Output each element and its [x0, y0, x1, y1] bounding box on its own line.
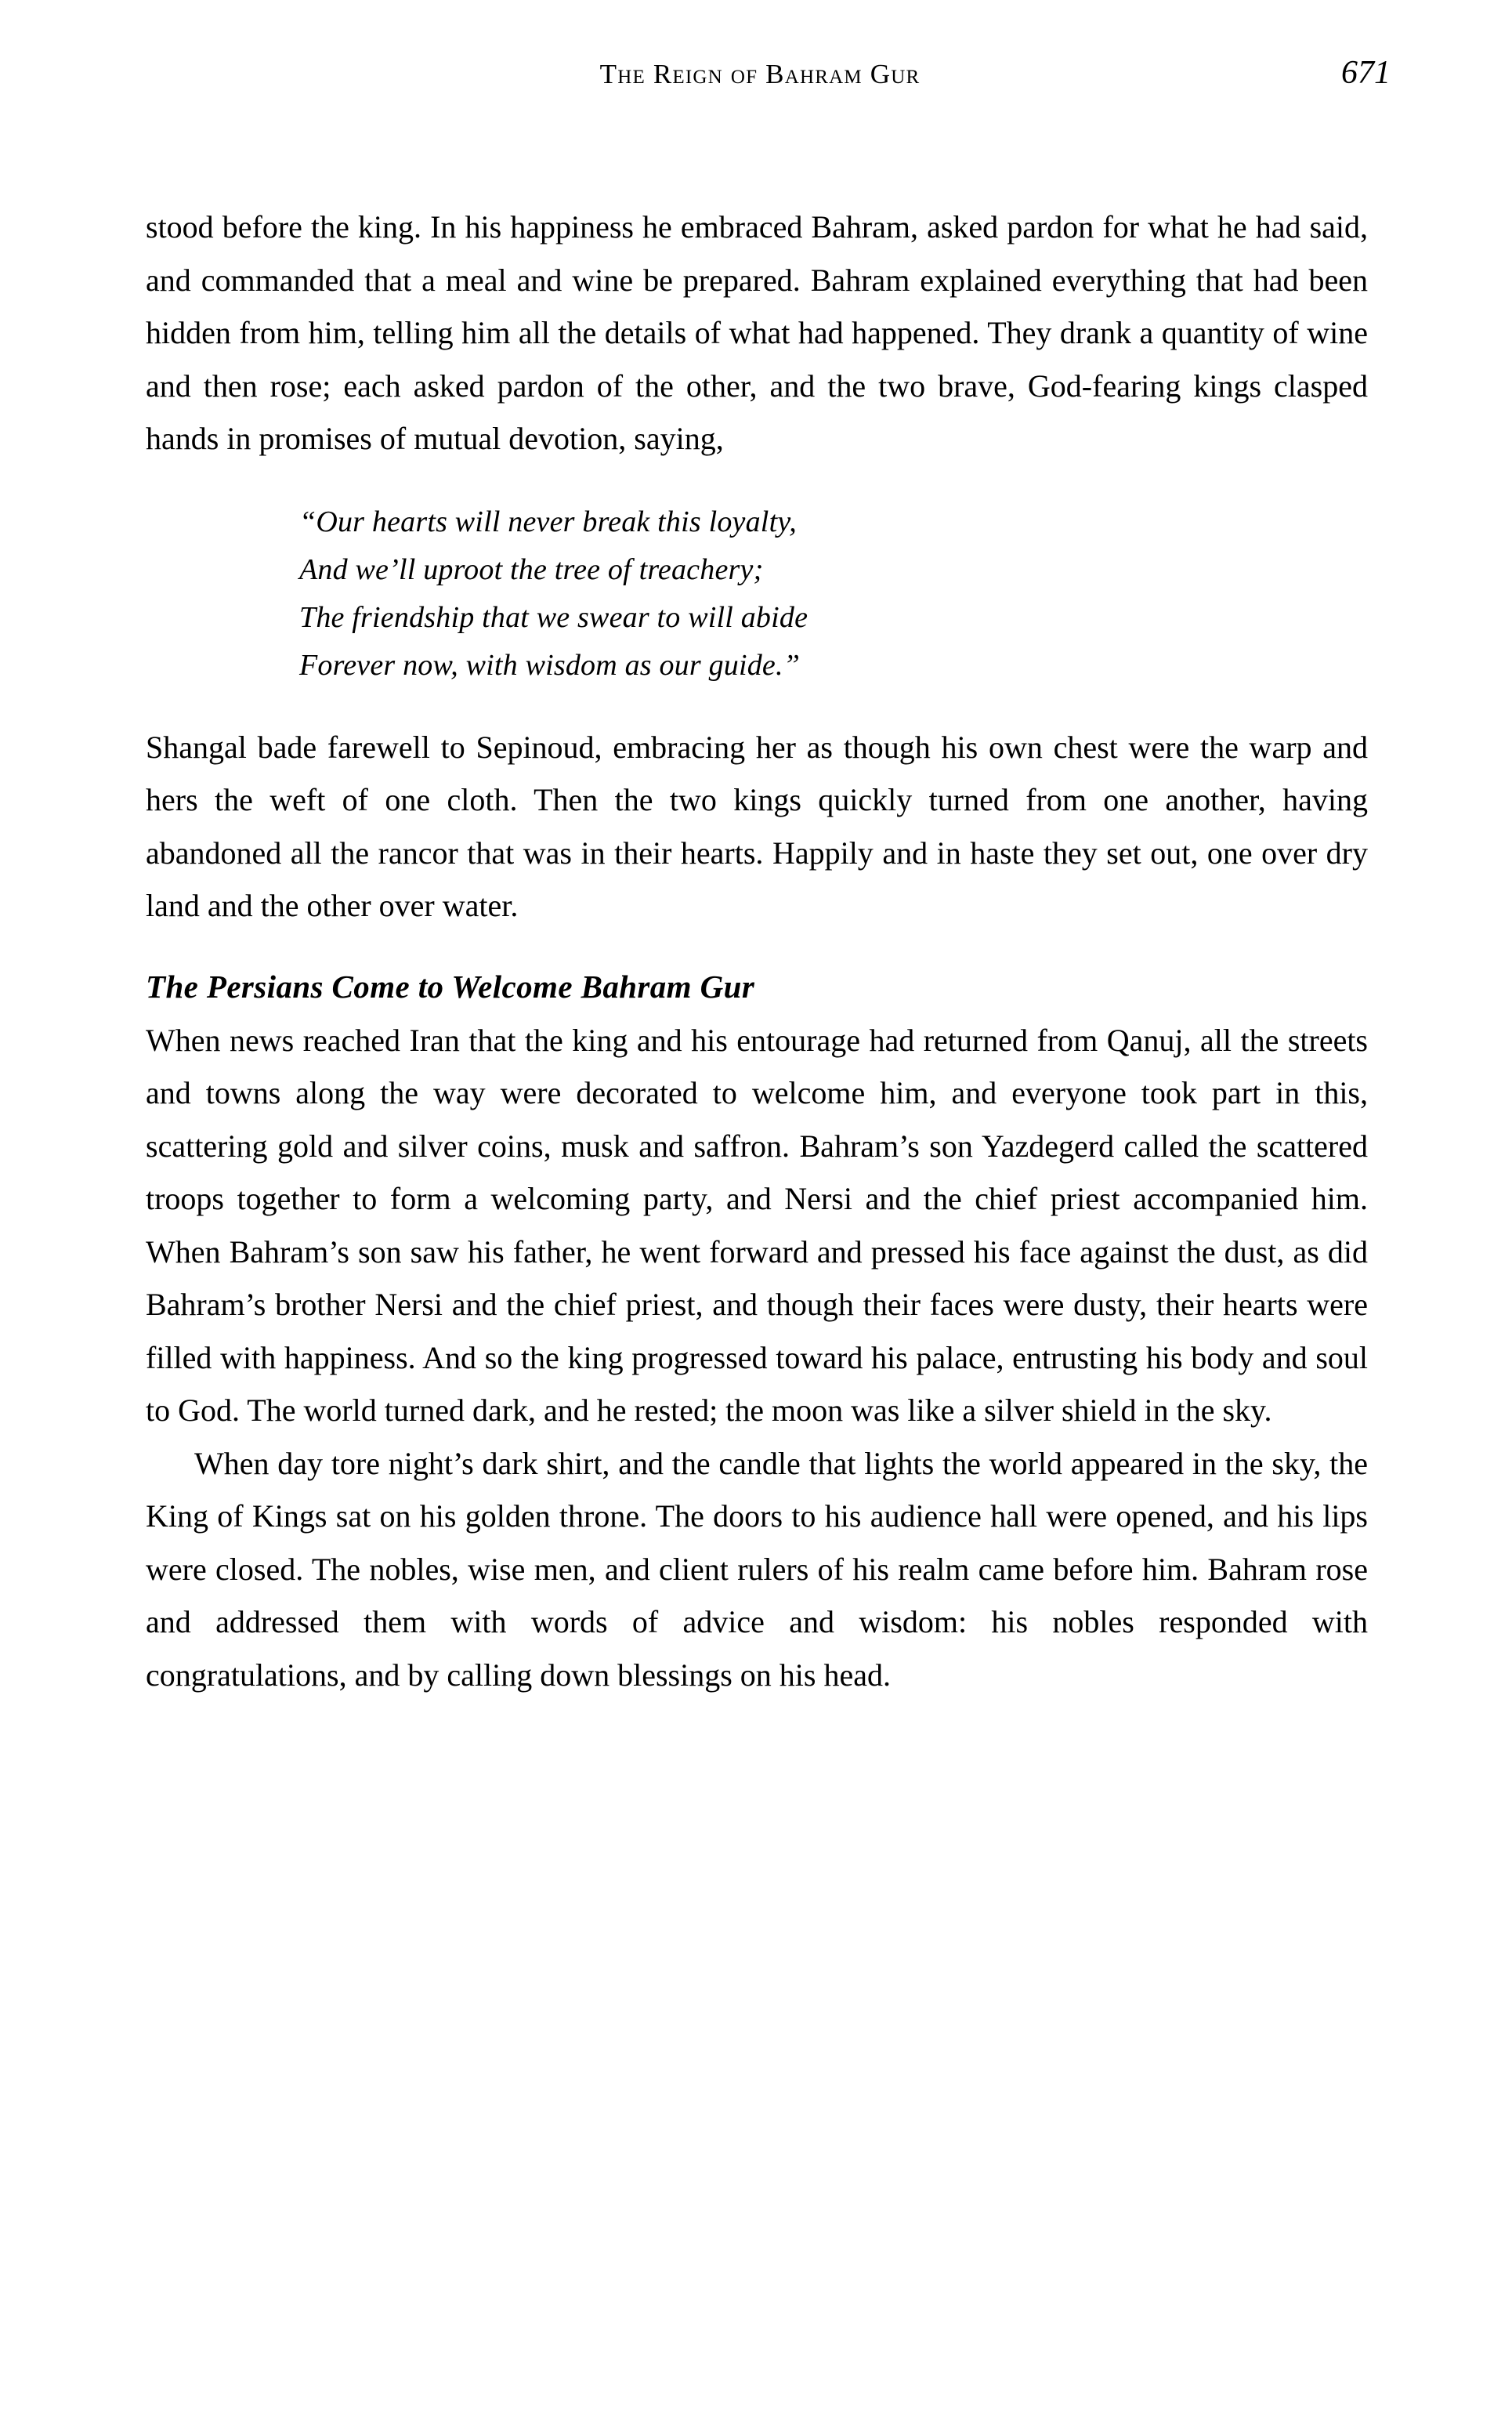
- running-head-title: The Reign of Bahram Gur: [599, 59, 921, 89]
- paragraph-king-of-kings: When day tore night’s dark shirt, and the candle that lights the world appeared in the sky, the King of Kings sat on his golden throne. The doors to his audience hall were opened, and his lips were closed. The nobles, wise men, and client rulers of his realm came before him. Bahram rose and addressed them with words of advice and wisdom: his nobles responded with congratulations, and by calling down blessings on his head.: [146, 1445, 1368, 1693]
- verse-line-2: And we’ll uproot the tree of treachery;: [299, 552, 764, 586]
- verse-block: [146, 465, 1368, 721]
- section-heading: The Persians Come to Welcome Bahram Gur: [146, 968, 755, 1005]
- running-header: [149, 55, 1391, 103]
- paragraph-persians-welcome: When news reached Iran that the king and his entourage had returned from Qanuj, all the streets and towns along the way were decorated to welcome him, and everyone took part in this, scattering gold and silver coins, musk and saffron. Bahram’s son Yazdegerd called the scattered troops together to form a welcoming party, and Nersi and the chief priest accompanied him. When Bahram’s son saw his father, he went forward and pressed his face against the dust, as did Bahram’s brother Nersi and the chief priest, and though their faces were dusty, their hearts were filled with happiness. And so the king progressed toward his palace, entrusting his body and soul to God. The world turned dark, and he rested; the moon was like a silver shield in the sky.: [146, 1022, 1368, 1428]
- paragraph-shangal-farewell: Shangal bade farewell to Sepinoud, embracing her as though his own chest were the warp and hers the weft of one cloth. Then the two kings quickly turned from one another, having abandoned all the rancor that was in their hearts. Happily and in haste they set out, one over dry land and the other over water.: [146, 729, 1368, 923]
- verse-line-3: The friendship that we swear to will abide: [299, 600, 808, 634]
- text-block: [146, 201, 1368, 1701]
- verse-line-4: Forever now, with wisdom as our guide.”: [299, 648, 801, 682]
- page-number: 671: [1341, 55, 1391, 91]
- verse-line-1: “Our hearts will never break this loyalty,: [299, 505, 797, 538]
- paragraph-continued: stood before the king. In his happiness he embraced Bahram, asked pardon for what he had said, and commanded that a meal and wine be prepared. Bahram explained everything that had been hidden from him, telling him all the details of what had happened. They drank a quantity of wine and then rose; each asked pardon of the other, and the two brave, God-fearing kings clasped hands in promises of mutual devotion, saying,: [146, 209, 1368, 456]
